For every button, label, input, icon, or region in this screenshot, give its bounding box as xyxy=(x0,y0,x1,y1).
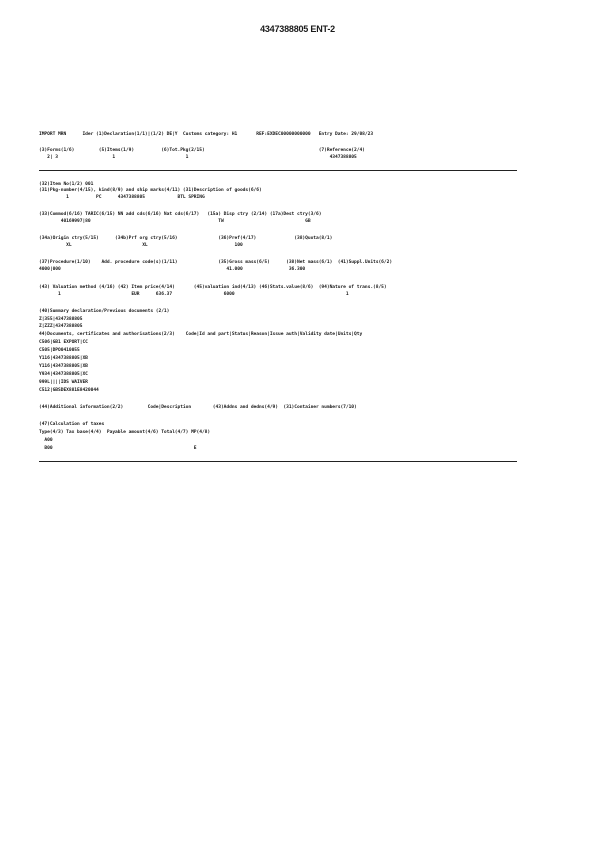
tax-calculation-heading: (47)Calculation of taxes xyxy=(39,422,105,427)
document-row: Y116|4347388805|XB xyxy=(39,364,88,369)
forms-items-packages-values: 2| 3 1 1 4347388805 xyxy=(39,155,357,160)
summary-declaration-heading: (40)Summary declaration/Previous documents (2/1) xyxy=(39,309,170,314)
document-row: Y116|4347388805|XB xyxy=(39,356,88,361)
commodity-values: 40169997|80 TW GB xyxy=(39,219,311,224)
forms-items-packages-line: (3)Forms(1/6) (5)Items(1/9) (6)Tot.Pkg(2/15) (7)Reference(2/4) xyxy=(39,148,365,153)
top-divider xyxy=(39,170,517,171)
origin-line: (34a)Origin ctry(5/15) (34b)Prf org ctry(5/16) (36)Pref(4/17) (38)Quota(8/1) xyxy=(39,236,333,241)
document-title: 4347388805 ENT-2 xyxy=(260,24,335,34)
procedure-mass-values: 4000|000 41.000 36.300 xyxy=(39,267,306,272)
document-row: C505|DPO0410055 xyxy=(39,348,80,353)
valuation-line: (43) Valuation method (4/16) (42) Item price(4/14) (45)valuation ind(4/13) (46)Stats.value(8/6) (94)Nature of trans.(8/5) xyxy=(39,285,387,290)
documents-heading: 44)Documents, certificates and authorisations(2/3) Code|Id and part|Status|Reason|Issue auth|Validity date|Units|Qty xyxy=(39,332,363,337)
procedure-mass-line: (37)Procedure(1/10) Add. procedure code(s)(1/11) (35)Gross mass(6/5) (38)Net mass(6/1) (41)Suppl.Units(6/2) xyxy=(39,260,393,265)
declaration-header-line: IMPORT MRN Ider (1)Declaration(1/1)|(1/2) DE|Y Customs category: H1 REF:EXDEC00000000000 Entry Date: 29/08/23 xyxy=(39,132,374,137)
tax-columns-header: Type(4/3) Tax base(4/4) Payable amount(4/6) Total(4/7) MP(4/8) xyxy=(39,430,211,435)
item-number-line: (32)Item No(1/2) 001 xyxy=(39,182,94,187)
document-row: C512|GBSDEX881E8420044 xyxy=(39,388,99,393)
packages-description-line: (31)Pkg-number(4/15), kind(8/9) and ship marks(4/11) (31)Description of goods(6/6) xyxy=(39,188,262,193)
previous-document-row: Z|ZZZ|4347388805 xyxy=(39,324,83,329)
tax-row: B00 E xyxy=(39,446,197,451)
bottom-divider xyxy=(39,461,517,462)
valuation-values: 1 EUR 636.37 6000 1 xyxy=(39,292,349,297)
document-row: C506|GB1 EXPORT|CC xyxy=(39,340,88,345)
tax-row: A00 xyxy=(39,438,53,443)
document-row: Y934|4347388805|XC xyxy=(39,372,88,377)
previous-document-row: Z|355|4347388805 xyxy=(39,317,83,322)
origin-values: XL XL 100 xyxy=(39,243,243,248)
commodity-line: (33)Commod(6/16) TARIC(6/15) NN add cds(6/16) Nat cds(6/17) (15a) Disp ctry (2/14) (17a)Dest ctry(3/6) xyxy=(39,212,322,217)
packages-description-values: 1 PC 4347388805 BTL SPRING xyxy=(39,195,205,200)
additional-information-line: (44)Additional information(2/2) Code|Description (43)Addns and dedns(4/9) (31)Container numbers(7/10) xyxy=(39,405,357,410)
document-row: 999L||||IDS WAIVER xyxy=(39,380,88,385)
